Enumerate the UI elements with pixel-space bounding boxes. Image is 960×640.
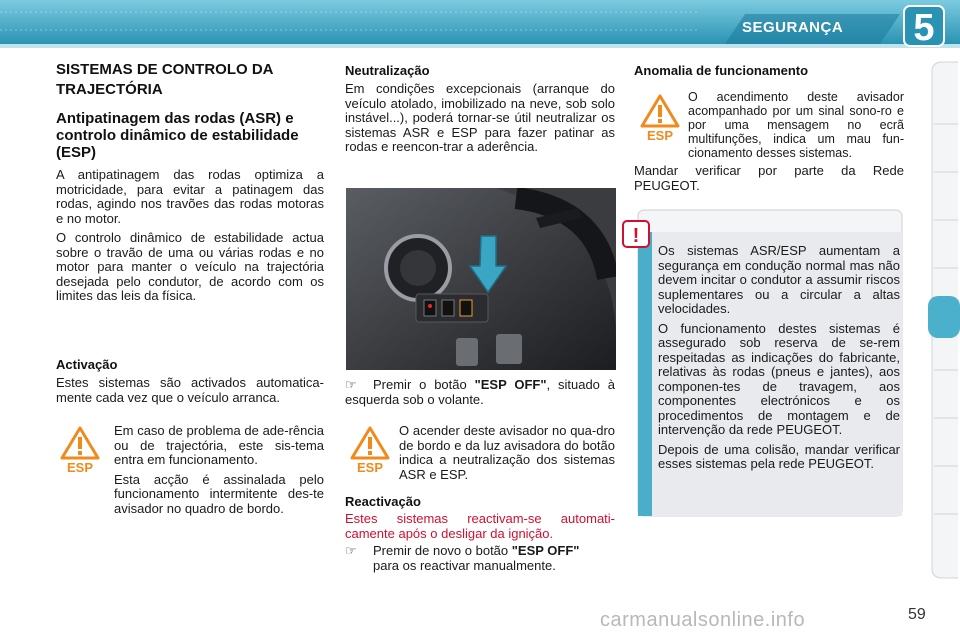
warning-paragraph-2: O funcionamento destes sistemas é assegurado sob reserva de se-rem respeitadas as indicações do fabricante, relativas às rodas (pneus e jantes), aos componen-tes de travagem, aos componentes electrónicos e os procedimentos de montagem e de intervenção da rede PEUGEOT. xyxy=(658,320,900,437)
intro-text xyxy=(56,168,324,309)
intro-paragraph-1: A antipatinagem das rodas optimiza a motricidade, para evitar a patinagem das rodas, agindo nos travões das rodas motoras e no motor. xyxy=(56,167,324,226)
intro-paragraph-2: O controlo dinâmico de estabilidade actua sobre o travão de uma ou várias rodas e no motor para manter o veículo na trajectória desejada pelo condutor, de acordo com os limites das leis da física. xyxy=(56,230,324,303)
main-title: SISTEMAS DE CONTROLO DA TRAJECTÓRIA xyxy=(56,61,273,98)
problem-note xyxy=(114,424,324,521)
active-chapter-tab[interactable] xyxy=(928,296,960,338)
header-band xyxy=(0,0,960,52)
watermark: carmanualsonline.info xyxy=(600,609,806,631)
verify-text: Mandar verificar por parte da Rede PEUGEOT. xyxy=(634,163,904,193)
neutralization-text: Em condições excepcionais (arranque do veículo atolado, imobilizado na neve, sob solo instável...), poderá tornar-se útil neutralizar os sistemas ASR e ESP para fazer patinar as rodas e reencon-trar a aderência. xyxy=(345,81,615,154)
page-number: 59 xyxy=(908,606,926,623)
signal-text: Esta acção é assinalada pelo funcionamento intermitente des-te avisador no quadro de bordo. xyxy=(114,471,324,516)
press-again-instruction: ☞ Premir de novo o botão "ESP OFF" para os reactivar manualmente. xyxy=(345,543,580,573)
esp-label-3: ESP xyxy=(646,128,674,142)
reactivation-text: Estes sistemas reactivam-se automati-camente após o desligar da ignição. xyxy=(345,511,615,541)
esp-warning-icon xyxy=(60,426,100,474)
esp-off-button-name-2: "ESP OFF" xyxy=(511,543,580,558)
esp-label-2: ESP xyxy=(356,460,384,474)
problem-text: Em caso de problema de ade-rência ou de trajectória, este sis-tema entra em funcionamento. xyxy=(114,423,324,467)
exclamation-mark: ! xyxy=(632,225,640,247)
warning-paragraph-3: Depois de uma colisão, mandar verificar esses sistemas pela rede PEUGEOT. xyxy=(658,441,900,471)
chapter-number: 5 xyxy=(913,7,935,49)
warning-paragraph-1: Os sistemas ASR/ESP aumentam a segurança em condução normal mas não devem incitar o condutor a assumir riscos suplementares ou a circular a altas velocidades. xyxy=(658,243,900,316)
indicator-text: O acender deste avisador no qua-dro de bordo e da luz avisadora do botão indica a neutralização dos sistemas ASR e ESP. xyxy=(399,423,615,482)
bullet-icon: ☞ xyxy=(345,377,357,392)
esp-warning-icon-3 xyxy=(640,94,680,142)
warning-box xyxy=(634,208,904,518)
anomaly-text: O acendimento deste avisador acompanhado por um sinal sono-ro e por uma mensagem no ecrã multifunções, indica um mau fun-cionamento desses sistemas. xyxy=(688,90,904,160)
neutralization-title: Neutralização xyxy=(345,63,430,78)
esp-off-button-name: "ESP OFF" xyxy=(474,377,547,392)
dashboard-illustration xyxy=(346,188,616,370)
press-instruction: ☞ Premir o botão "ESP OFF", situado à esquerda sob o volante. xyxy=(345,377,615,407)
activation-text: Estes sistemas são activados automatica-mente cada vez que o veículo arranca. xyxy=(56,375,324,405)
side-tabs xyxy=(928,60,960,580)
bullet-icon-2: ☞ xyxy=(345,543,357,558)
reactivation-title: Reactivação xyxy=(345,494,421,509)
exclamation-icon xyxy=(622,220,650,248)
dashboard-photo xyxy=(346,188,616,370)
warning-text xyxy=(658,244,900,477)
esp-label: ESP xyxy=(66,460,94,474)
sub-title: Antipatinagem das rodas (ASR) e controlo dinâmico de estabilidade (ESP) xyxy=(56,110,299,161)
esp-warning-icon-2 xyxy=(350,426,390,474)
section-title: SEGURANÇA xyxy=(742,19,844,36)
activation-title: Activação xyxy=(56,357,118,372)
anomaly-title: Anomalia de funcionamento xyxy=(634,63,809,78)
